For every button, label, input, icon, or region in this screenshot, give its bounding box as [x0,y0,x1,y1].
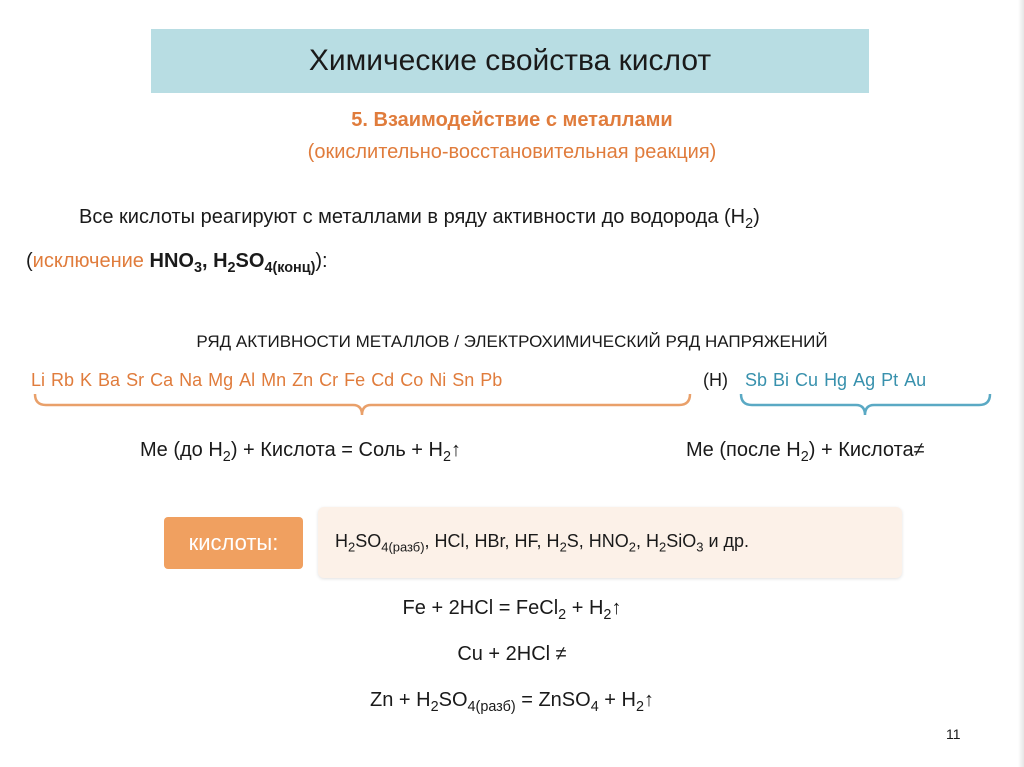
equation-3 [0,689,1024,715]
metal-before-cr: Cr [319,370,339,390]
acids-text-6: SiO [666,531,697,551]
metal-after-au: Au [904,370,927,390]
eq3-part-c: = ZnSO [515,689,591,711]
exception-word: исключение [32,250,150,272]
rule-right-part-b: ) + Кислота≠ [808,439,925,461]
metal-before-co: Co [400,370,424,390]
eq2-text: Cu + 2HCl ≠ [457,643,567,665]
equation-2 [0,643,1024,666]
exception-so4-sub: 4(конц) [264,260,316,277]
acids-list-box [318,507,902,578]
rule-inactive-metals [686,439,925,465]
series-hydrogen: (H) [703,370,728,390]
metal-before-rb: Rb [51,370,75,390]
acids-sub-4: 2 [628,539,637,555]
acids-sub-1: 2 [348,539,356,555]
acids-sub-2: 4(разб) [381,539,425,555]
metal-before-ba: Ba [98,370,121,390]
metal-before-sn: Sn [452,370,475,390]
metal-before-fe: Fe [344,370,366,390]
eq3-sub-3: 4 [590,699,599,716]
metal-after-pt: Pt [881,370,899,390]
eq3-part-a: Zn + H [370,689,431,711]
acids-label-box [164,517,303,569]
acids-text-1: H [335,531,348,551]
acids-text-5: , H [636,531,660,551]
acids-sub-5: 2 [659,539,667,555]
section-subheading: (окислительно-восстановительная реакция) [307,141,717,163]
acids-text-7: и др. [703,531,750,551]
title-banner [151,29,869,93]
section-heading: 5. Взаимодействие с металлами [351,109,673,131]
acids-text-3: , HCl, HBr, HF, H [424,531,560,551]
exception-so: SO [235,250,265,272]
rule-left-sub-2: 2 [442,449,451,466]
series-heading: РЯД АКТИВНОСТИ МЕТАЛЛОВ / ЭЛЕКТРОХИМИЧЕСКИЙ РЯД НАПРЯЖЕНИЙ [196,332,828,351]
exception-open: ( [26,250,33,272]
equation-1 [0,597,1024,623]
statement-text: Все кислоты реагируют с металлами в ряду активности до водорода (H [79,206,746,228]
acids-text-2: SO [355,531,382,551]
metal-before-al: Al [239,370,256,390]
page-number: 11 [946,726,961,742]
metal-after-ag: Ag [853,370,876,390]
statement-close: ) [753,206,760,228]
exception-close: ): [315,250,328,272]
bracket-before-hydrogen [35,394,690,415]
eq1-sub-1: 2 [558,607,567,624]
eq3-sub-4: 2 [635,699,644,716]
eq3-part-d: + H [598,689,636,711]
series-brackets [0,384,1024,420]
acids-text-4: S, HNO [566,531,629,551]
eq3-arrow: ↑ [643,689,654,711]
acids-list [335,531,749,555]
metal-after-sb: Sb [745,370,768,390]
metal-after-cu: Cu [795,370,819,390]
metal-before-sr: Sr [126,370,145,390]
eq1-part-b: + H [566,597,604,619]
slide-title: Химические свойства кислот [308,44,712,77]
metal-before-na: Na [179,370,203,390]
acids-label: кислоты: [188,530,279,555]
rule-active-metals [140,439,461,465]
metal-before-zn: Zn [292,370,314,390]
rule-left-part-a: Me (до H [140,439,223,461]
statement-line-1 [79,206,760,232]
acids-sub-3: 2 [559,539,567,555]
metal-before-ca: Ca [150,370,174,390]
rule-left-arrow: ↑ [451,439,461,461]
metal-after-bi: Bi [773,370,790,390]
exception-separator: , H [201,250,228,272]
bracket-after-hydrogen [741,394,990,415]
statement-subscript: 2 [745,216,754,233]
metal-before-mg: Mg [208,370,234,390]
exception-hno3: HNO [149,250,194,272]
rule-left-part-b: ) + Кислота = Соль + H [230,439,443,461]
statement-line-2 [26,250,328,276]
metal-after-hg: Hg [824,370,848,390]
rule-right-part-a: Me (после H [686,439,801,461]
rule-right-sub: 2 [800,449,809,466]
metal-before-mn: Mn [261,370,287,390]
eq3-part-b: SO [438,689,468,711]
metal-before-k: K [80,370,93,390]
eq1-arrow: ↑ [611,597,622,619]
acids-sub-6: 3 [696,539,704,555]
eq3-sub-1: 2 [430,699,439,716]
metal-before-li: Li [31,370,46,390]
metal-before-pb: Pb [480,370,503,390]
eq1-sub-2: 2 [603,607,612,624]
exception-h2-sub: 2 [227,260,236,277]
eq3-sub-2: 4(разб) [467,699,516,716]
metal-before-ni: Ni [429,370,447,390]
exception-hno3-sub: 3 [193,260,202,277]
metal-before-cd: Cd [371,370,395,390]
eq1-part-a: Fe + 2HCl = FeCl [402,597,559,619]
rule-left-sub: 2 [222,449,231,466]
